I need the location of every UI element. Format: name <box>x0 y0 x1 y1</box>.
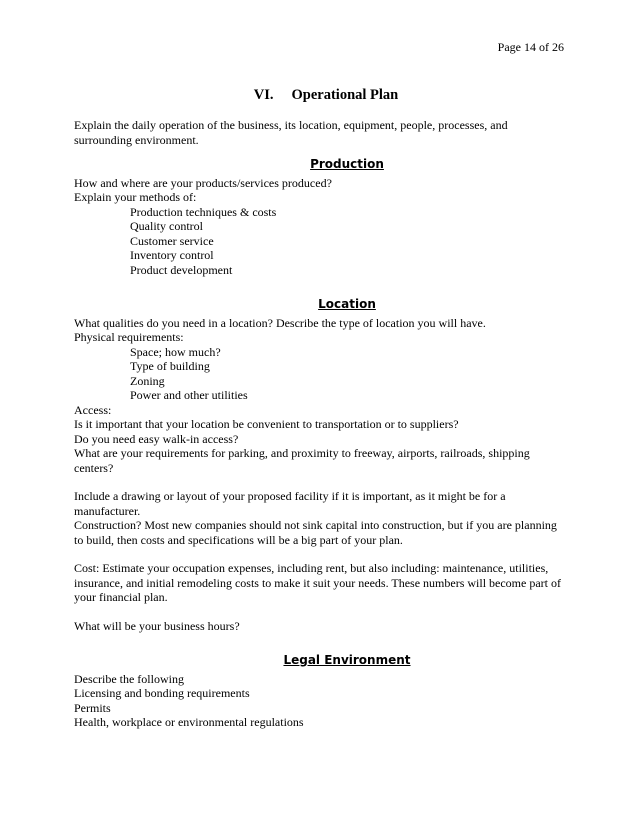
drawing-paragraph: Include a drawing or layout of your proposed facility if it is important, as it might be for a manufacturer. <box>74 489 506 518</box>
cost-paragraph: Cost: Estimate your occupation expenses, including rent, but also including: maintenance, utilities, insurance, and initial remodeling costs to make it suit your needs. These numbers will become part of your financial plan. <box>74 561 561 604</box>
section-title-text: Operational Plan <box>291 87 399 103</box>
legal-line: Health, workplace or environmental regulations <box>74 715 304 729</box>
production-heading: Production <box>310 157 384 171</box>
physical-requirement-item: Power and other utilities <box>130 388 248 402</box>
physical-requirement-item: Space; how much? <box>130 344 221 359</box>
production-method-item: Production techniques & costs <box>130 204 277 219</box>
hours-paragraph: What will be your business hours? <box>74 618 240 633</box>
physical-requirement-item: Zoning <box>130 373 165 388</box>
production-method-item: Customer service <box>130 233 214 248</box>
production-method-item: Product development <box>130 262 233 277</box>
section-title <box>0 88 638 103</box>
location-line: Physical requirements: <box>74 330 184 344</box>
intro-paragraph: Explain the daily operation of the business, its location, equipment, people, processes, and surrounding environment. <box>74 118 508 147</box>
location-line: What qualities do you need in a location? Describe the type of location you will have. <box>74 315 486 330</box>
production-line: Explain your methods of: <box>74 190 197 204</box>
access-line: Access: <box>74 402 112 417</box>
legal-line: Licensing and bonding requirements <box>74 686 250 700</box>
legal-line: Describe the following <box>74 671 184 686</box>
production-line: How and where are your products/services produced? <box>74 175 332 190</box>
document-body <box>74 118 564 730</box>
location-heading: Location <box>318 297 376 311</box>
production-method-item: Quality control <box>130 219 203 233</box>
production-method-item: Inventory control <box>130 248 214 262</box>
access-line: Is it important that your location be convenient to transportation or to suppliers? <box>74 417 459 431</box>
access-line: Do you need easy walk-in access? <box>74 431 239 446</box>
legal-heading: Legal Environment <box>283 653 411 667</box>
page-number: Page 14 of 26 <box>497 40 564 54</box>
access-line: What are your requirements for parking, and proximity to freeway, airports, railroads, shipping centers? <box>74 446 530 475</box>
section-number: VI. <box>253 87 274 103</box>
construction-paragraph: Construction? Most new companies should not sink capital into construction, but if you are planning to build, then costs and specifications will be a big part of your plan. <box>74 518 557 547</box>
physical-requirement-item: Type of building <box>130 359 210 373</box>
legal-line: Permits <box>74 700 111 715</box>
